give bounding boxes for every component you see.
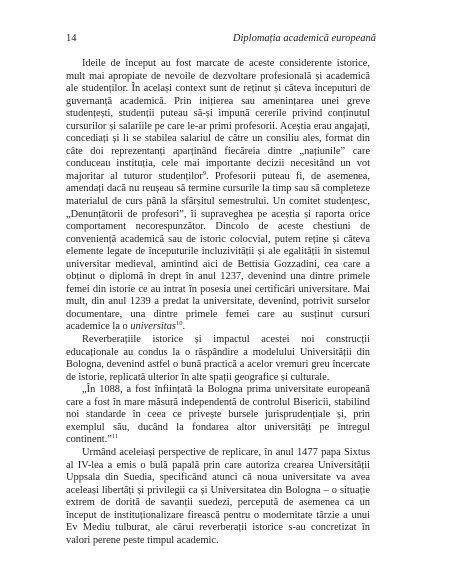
body-text <box>66 58 370 547</box>
footnote-ref-9: 9 <box>202 169 207 177</box>
quote-text: „În 1088, a fost înființată la Bologna prima universitate europeană care a fost în mare măsură independentă de controlul Bisericii, stabilind noi standarde în ceea ce privește bursele jurisprudențiale și, prin exemplul său, ducând la fondarea altor universități pe întregul continent.” <box>66 384 370 446</box>
page-header <box>66 33 376 44</box>
paragraph-1-text: Ideile de început au fost marcate de aceste considerente istorice, mult mai apropiate de nevoile de dezvoltare profesională și academică ale studenților. În același context sunt de reținut și câteva începuturi de guvernanță academică. Prin inițierea sau amenințarea unei greve studențești, studenții puteau să-și impună cererile privind conținutul cursurilor și salariile pe care le-ar primi profesorii. Aceștia erau angajați, concediați și li se stabilea salariul de către un consiliu ales, format din câte doi reprezentanți aparținând fiecăreia dintre „națiunile” care conduceau instituția, cele mai importante decizii necesitând un vot majoritar al tuturor studenților <box>66 58 370 182</box>
paragraph-1-continuation: . Profesorii puteau fi, de asemenea, amendați dacă nu reușeau să termine cursurile la timp sau să completeze materialul de curs până la sfârșitul semestrului. Un comitet studențesc, „Denunțătorii de profesori”, îi supraveghea pe aceștia și raporta orice comportament necorespunzător. Dincolo de aceste chestiuni de conveniență academică sau de istoric colocvial, putem reține și câteva elemente legate de începuturile incluzivității și ale egalității în sistemul universitar medieval, amintind aici de Bettisia Gozzadini, cea care a obținut o diplomă în drept în anul 1237, devenind una dintre primele femei din istorie ce au intrat în posesia unei certificări universitare. Mai mult, din anul 1239 a predat la universitate, devenind, potrivit surselor documentare, una dintre primele femei care au susținut cursuri academice la o <box>66 170 370 333</box>
paragraph-2-text: Reverberațiile istorice și impactul acestei noi construcții educaționale au condus la o răspândire a modelului Universității din Bologna, devenind astfel o bună practică a acelor vremuri greu încercate de istorie, replicată ulterior în alte spații geografice și culturale. <box>66 334 370 383</box>
paragraph-4 <box>66 447 370 547</box>
paragraph-1-end: . <box>182 321 186 333</box>
footnote-ref-10: 10 <box>175 320 183 328</box>
paragraph-2 <box>66 334 370 384</box>
latin-term: universitas <box>130 321 176 333</box>
paragraph-4-text: Urmând aceleiași perspective de replicare, în anul 1477 papa Sixtus al IV-lea a emis o bulă papală prin care autoriza crearea Universității Uppsala din Suedia, specificând atunci că noua universitate va avea aceleași libertăți și privilegii ca și Universitatea din Bologna – o situație extrem de dorită de savanții suedezi, percepută de asemenea ca un început de instituționalizare firească pentru o modernitate târzie a unui Ev Mediu tulburat, ale cărui reverberații istorice s-au concretizat în valori perene peste timpul academic. <box>66 446 370 546</box>
footnote-ref-11: 11 <box>111 433 119 441</box>
quote-paragraph <box>66 384 370 447</box>
page-number: 14 <box>66 33 77 44</box>
running-title: Diplomația academică europeană <box>232 33 376 44</box>
paragraph-1 <box>66 58 370 334</box>
